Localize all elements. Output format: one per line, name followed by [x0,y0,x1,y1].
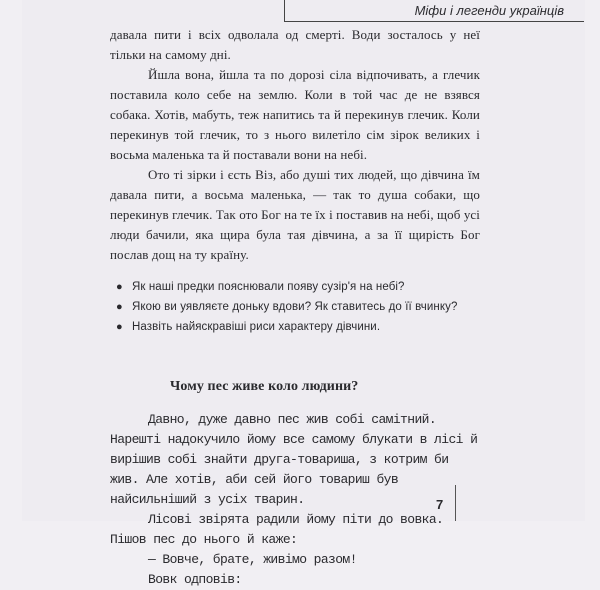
question-text: Назвіть найяскравіші риси характеру дівчини. [132,321,381,333]
question-list [110,277,480,337]
bullet-icon: ● [116,321,123,333]
header-title: Міфи і легенди українців [414,3,564,18]
paragraph: Йшла вона, йшла та по дорозі сіла відпочивать, а глечик поставила коло себе на землю. Коли в той час де не взявся собака. Хотів, мабуть, теж напитись та й перекинув глечик. Коли перекинув той глечик, то з нього вилетіло сім зірок великих і восьма маленька та й поставали вони на небі. [110,67,480,162]
page-content [110,25,480,590]
bullet-icon: ● [116,301,123,313]
page-number: 7 [436,497,444,512]
story-paragraph: — Вовче, брате, живімо разом! [148,552,357,567]
story-paragraph: Лісові звірята радили йому піти до вовка. Пішов пес до нього й каже: [110,512,444,547]
running-header [284,0,584,22]
paragraph: Ото ті зірки і єсть Віз, або душі тих людей, що дівчина їм давала пити, а восьма маленька, — так то душа собаки, що перекинув глечик. Так ото Бог на те їх і поставив на небі, щоб усі люди бачили, яка щира була тая дівчина, а за її щирість Бог послав дощ на ту країну. [110,167,480,262]
question-item [116,297,480,317]
question-text: Якою ви уявляєте доньку вдови? Як ставитесь до її вчинку? [132,301,458,313]
story-text [110,410,480,590]
story-paragraph: Вовк одповів: [148,572,242,587]
question-item [116,277,480,297]
section-title: Чому пес живе коло людини? [170,379,359,394]
bullet-icon: ● [116,281,123,293]
question-text: Як наші предки пояснювали появу сузір'я на небі? [132,281,405,293]
story-paragraph: Давно, дуже давно пес жив собі самітний. Нарешті надокучило йому все самому блукати в лісі й вирішив собі знайти друга-товариша, з котрим би жив. Але хотів, аби сей його товариш був найсильніший з усіх тварин. [110,412,478,507]
paragraph: давала пити і всіх одволала од смерті. Води зосталось у неї тільки на самому дні. [110,27,480,62]
question-item [116,317,480,337]
page-edge-line [455,485,456,521]
